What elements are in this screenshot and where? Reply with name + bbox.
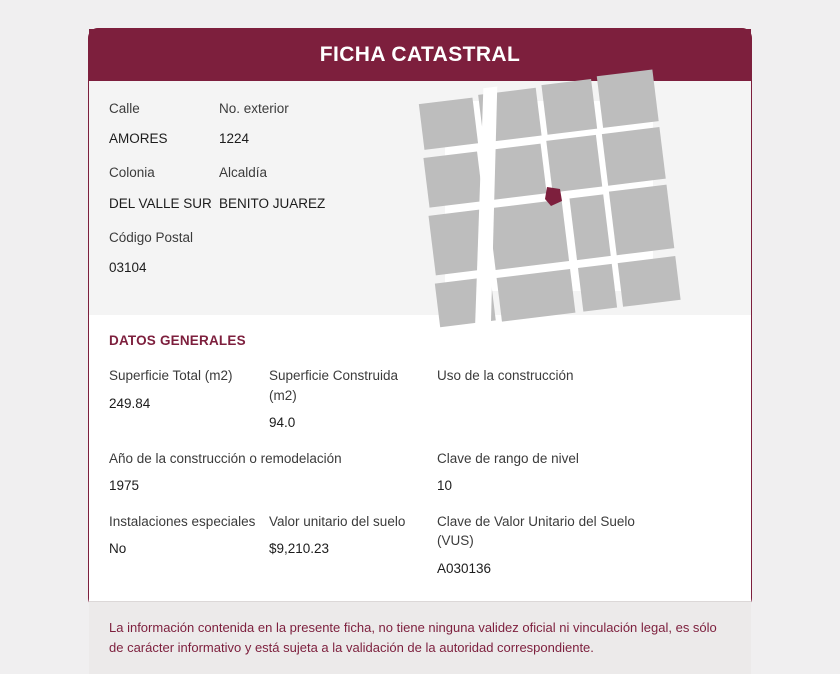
datos-row-3 (109, 512, 731, 579)
superficie-construida-value: 94.0 (269, 415, 296, 431)
valor-unitario-suelo-value: $9,210.23 (269, 541, 330, 557)
clave-vus-label: Clave de Valor Unitario del Suelo (VUS) (437, 513, 635, 549)
field-superficie-total (109, 366, 269, 433)
valor-unitario-suelo-label: Valor unitario del suelo (269, 513, 406, 529)
address-row-colonia (109, 165, 439, 211)
anio-construccion-value: 1975 (109, 478, 140, 494)
field-alcaldia (219, 165, 369, 211)
ficha-catastral-card (88, 28, 752, 655)
superficie-total-label: Superficie Total (m2) (109, 368, 233, 383)
no-exterior-value: 1224 (219, 131, 250, 147)
clave-rango-nivel-label: Clave de rango de nivel (437, 450, 579, 466)
field-no-exterior (219, 101, 331, 147)
field-codigo-postal (109, 230, 259, 276)
address-and-map-section (89, 81, 751, 315)
field-valor-unitario-suelo (269, 512, 437, 579)
field-clave-rango-nivel (437, 449, 667, 496)
field-clave-vus (437, 512, 667, 579)
page-title: FICHA CATASTRAL (319, 43, 521, 66)
superficie-construida-label: Superficie Construida (m2) (269, 368, 399, 403)
field-calle (109, 101, 219, 147)
disclaimer-text: La información contenida en la presente ficha, no tiene ninguna validez oficial ni vinculación legal, es sólo de carácter informativo y está sujeta a la validación de la autoridad correspondiente. (109, 619, 717, 655)
disclaimer-footer (89, 601, 751, 674)
address-block (109, 101, 439, 293)
colonia-value: DEL VALLE SUR (109, 195, 212, 211)
alcaldia-value: BENITO JUAREZ (219, 195, 326, 211)
map-svg (445, 101, 653, 291)
datos-row-2 (109, 449, 731, 496)
alcaldia-label: Alcaldía (219, 165, 268, 181)
field-uso-construccion (437, 366, 667, 433)
field-superficie-construida (269, 366, 437, 433)
field-colonia (109, 165, 219, 211)
colonia-label: Colonia (109, 165, 155, 181)
clave-rango-nivel-value: 10 (437, 478, 453, 494)
calle-value: AMORES (109, 131, 168, 147)
instalaciones-especiales-label: Instalaciones especiales (109, 513, 256, 529)
datos-row-1 (109, 366, 731, 433)
no-exterior-label: No. exterior (219, 101, 289, 116)
instalaciones-especiales-value: No (109, 541, 127, 557)
clave-vus-value: A030136 (437, 560, 492, 576)
address-row-codigo-postal (109, 230, 439, 276)
location-map[interactable] (445, 101, 653, 291)
field-instalaciones-especiales (109, 512, 269, 579)
anio-construccion-label: Año de la construcción o remodelación (109, 450, 342, 466)
datos-generales-section (89, 315, 751, 601)
address-row-calle (109, 101, 439, 147)
codigo-postal-value: 03104 (109, 259, 147, 275)
uso-construccion-label: Uso de la construcción (437, 368, 574, 383)
datos-generales-title: DATOS GENERALES (109, 333, 246, 348)
codigo-postal-label: Código Postal (109, 229, 194, 245)
superficie-total-value: 249.84 (109, 395, 151, 411)
calle-label: Calle (109, 101, 140, 116)
field-anio-construccion (109, 449, 437, 496)
